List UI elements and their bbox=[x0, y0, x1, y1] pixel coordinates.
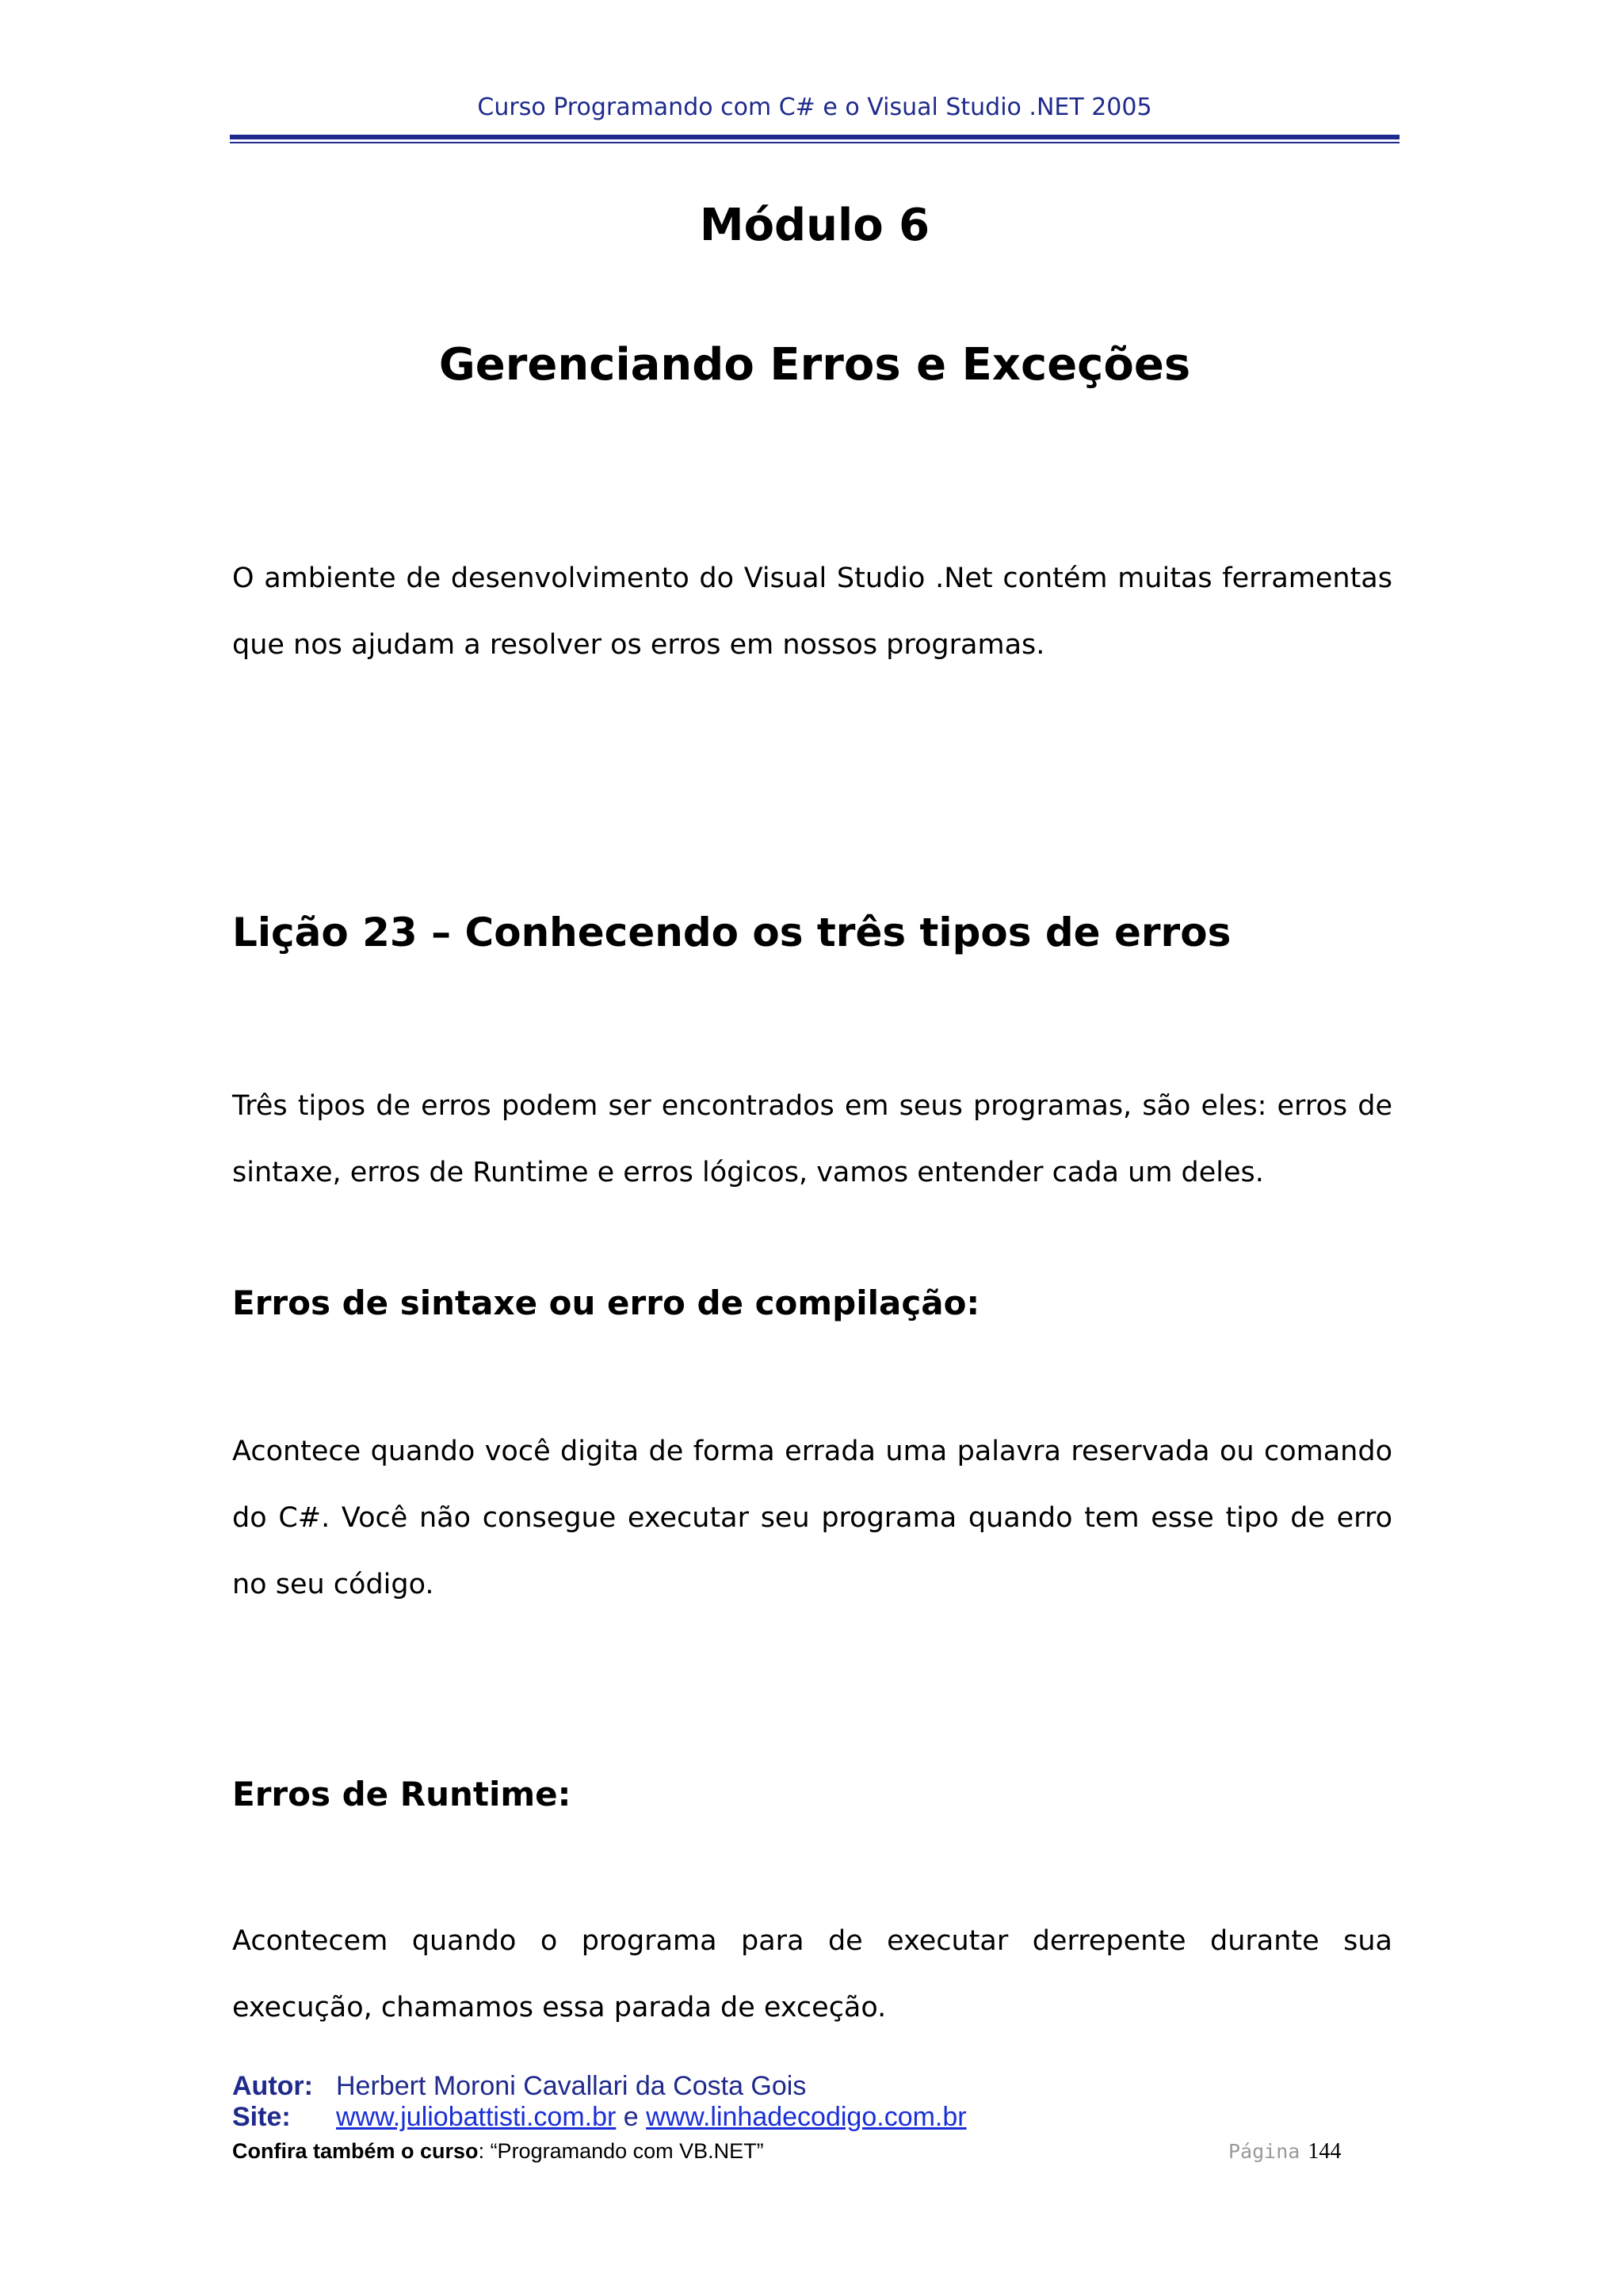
module-subtitle: Gerenciando Erros e Exceções bbox=[438, 339, 1191, 391]
running-header: Curso Programando com C# e o Visual Studio .NET 2005 bbox=[477, 93, 1152, 121]
section-paragraph-syntax-errors: Acontece quando você digita de forma errada uma palavra reservada ou comando do C#. Você não consegue executar seu programa quando tem esse tipo de erro no seu código. bbox=[232, 1436, 1392, 1600]
section-paragraph-runtime-errors: Acontecem quando o programa para de executar derrepente durante sua execução, chamamos essa parada de exceção. bbox=[232, 1925, 1392, 2023]
footer-author-name: Herbert Moroni Cavallari da Costa Gois bbox=[336, 2071, 807, 2101]
page-number bbox=[1228, 2139, 1341, 2164]
footer-author-line bbox=[232, 2071, 806, 2102]
page-number-label: Página bbox=[1228, 2140, 1300, 2163]
footer-course-label: Confira também o curso bbox=[232, 2139, 479, 2163]
lesson-title: Lição 23 – Conhecendo os três tipos de erros bbox=[232, 910, 1232, 955]
header-rule-thin bbox=[230, 142, 1400, 143]
section-heading-runtime-errors: Erros de Runtime: bbox=[232, 1775, 571, 1814]
footer-author-label: Autor: bbox=[232, 2071, 313, 2101]
page-number-value: 144 bbox=[1308, 2139, 1342, 2164]
footer-course-text: : “Programando com VB.NET” bbox=[478, 2139, 764, 2163]
footer-site-link-linhadecodigo[interactable]: www.linhadecodigo.com.br bbox=[646, 2102, 967, 2132]
footer-site-link-juliobattisti[interactable]: www.juliobattisti.com.br bbox=[336, 2102, 617, 2132]
footer-site-line bbox=[232, 2102, 967, 2133]
section-heading-syntax-errors: Erros de sintaxe ou erro de compilação: bbox=[232, 1283, 980, 1322]
header-rule-thick bbox=[230, 135, 1400, 139]
module-title: Módulo 6 bbox=[699, 200, 930, 251]
intro-paragraph: O ambiente de desenvolvimento do Visual Studio .Net contém muitas ferramentas que nos ajudam a resolver os erros em nossos programas. bbox=[232, 563, 1392, 661]
footer-site-label: Site: bbox=[232, 2102, 291, 2132]
footer-course-note bbox=[232, 2139, 764, 2164]
lesson-paragraph: Três tipos de erros podem ser encontrados em seus programas, são eles: erros de sintaxe, erros de Runtime e erros lógicos, vamos entender cada um deles. bbox=[232, 1090, 1392, 1188]
footer-site-separator: e bbox=[623, 2102, 639, 2132]
